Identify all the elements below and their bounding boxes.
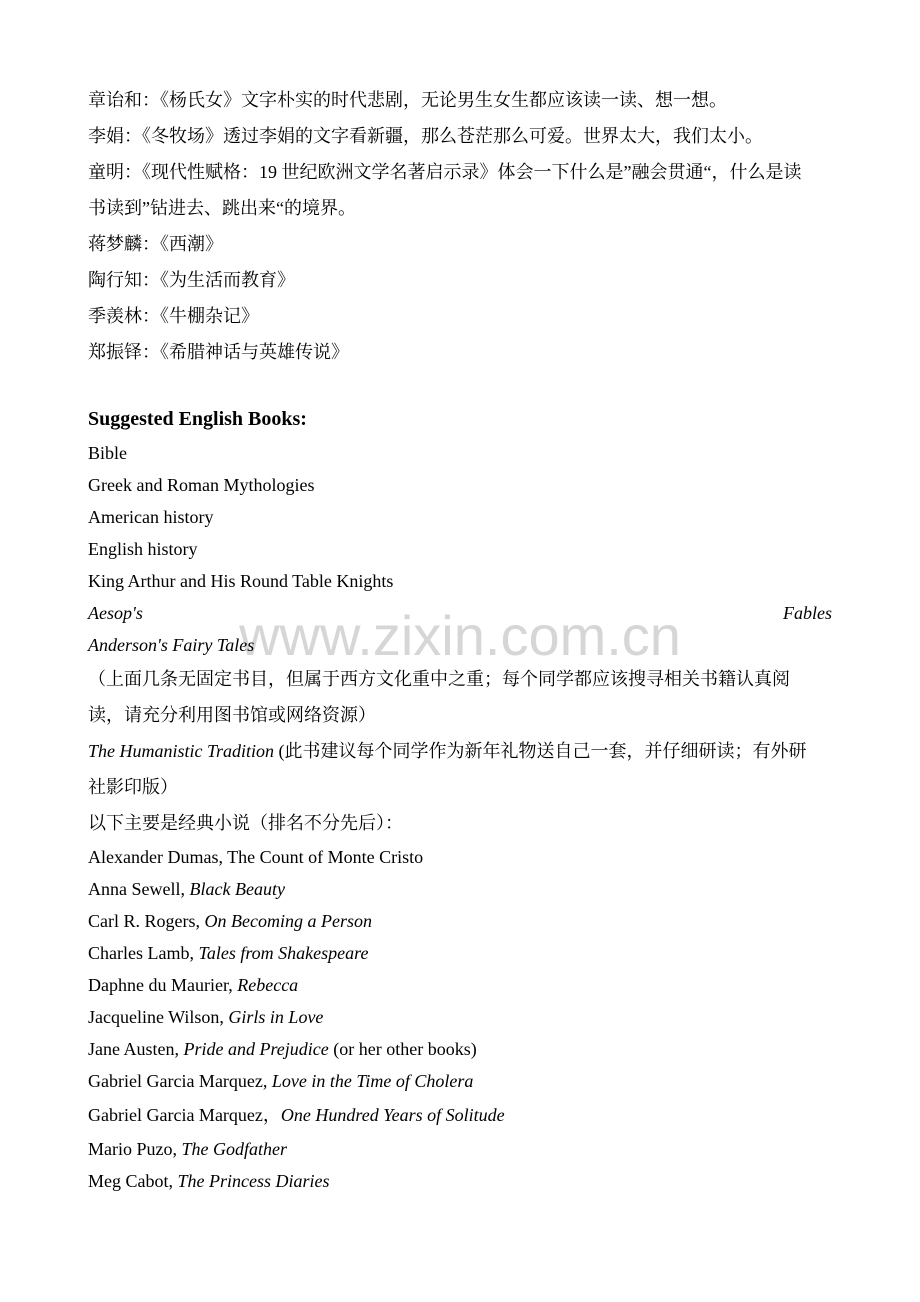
humanistic-line-2: 社影印版） xyxy=(88,777,178,797)
aesop-second-word: Fables xyxy=(783,603,832,623)
novel-note: (or her other books) xyxy=(328,1039,477,1059)
section-heading: Suggested English Books: xyxy=(88,408,307,430)
novel-title: On Becoming a Person xyxy=(204,911,372,931)
novel-separator: , xyxy=(195,911,205,931)
novel-title: The Godfather xyxy=(181,1139,287,1159)
novel-author: Alexander Dumas xyxy=(88,847,219,867)
novel-title: Black Beauty xyxy=(189,879,285,899)
book-item: English history xyxy=(88,539,198,559)
aesop-first-word: Aesop's xyxy=(88,603,143,623)
novel-author: Meg Cabot xyxy=(88,1171,169,1191)
recommendation-line: 陶行知：《为生活而教育》 xyxy=(88,270,295,290)
book-item-anderson: Anderson's Fairy Tales xyxy=(88,635,255,655)
novel-separator: , xyxy=(218,847,228,867)
novel-item xyxy=(88,873,832,905)
novel-author: Charles Lamb xyxy=(88,943,190,963)
recommendation-line: 书读到”钻进去、跳出来“的境界。 xyxy=(88,198,356,218)
novel-separator: ， xyxy=(262,1105,281,1125)
chinese-recommendations xyxy=(88,82,832,370)
humanistic-tradition-entry xyxy=(88,733,832,805)
novel-separator: , xyxy=(189,943,199,963)
novel-author: Daphne du Maurier xyxy=(88,975,229,995)
novel-author: Carl R. Rogers xyxy=(88,911,196,931)
novel-item xyxy=(88,841,832,873)
watermark: www.zixin.com.cn xyxy=(239,604,681,667)
novel-title: Rebecca xyxy=(237,975,299,995)
novel-list xyxy=(88,841,832,1197)
novel-separator: , xyxy=(180,879,190,899)
recommendation-line: 蒋梦麟：《西潮》 xyxy=(88,234,223,254)
novel-separator: , xyxy=(168,1171,178,1191)
novel-item xyxy=(88,937,832,969)
recommendation-line: 童明：《现代性赋格：19 世纪欧洲文学名著启示录》体会一下什么是”融会贯通“，什么是读 xyxy=(88,162,802,182)
novel-author: Mario Puzo xyxy=(88,1139,173,1159)
novel-author: Anna Sewell xyxy=(88,879,181,899)
recommendation-line: 郑振铎：《希腊神话与英雄传说》 xyxy=(88,342,349,362)
novel-separator: , xyxy=(219,1007,229,1027)
novel-title: The Count of Monte Cristo xyxy=(227,847,424,867)
recommendation-line: 季羡林：《牛棚杂记》 xyxy=(88,306,259,326)
novel-title: Love in the Time of Cholera xyxy=(271,1071,474,1091)
novel-item xyxy=(88,1033,832,1065)
novel-title: The Princess Diaries xyxy=(177,1171,330,1191)
novel-separator: , xyxy=(174,1039,184,1059)
novel-item xyxy=(88,969,832,1001)
book-note: (此书建议每个同学作为新年礼物送自己一套，并仔细研读；有外研 xyxy=(274,741,807,761)
general-english-books xyxy=(88,437,832,661)
note-line: 读，请充分利用图书馆或网络资源） xyxy=(88,705,376,725)
general-books-note xyxy=(88,661,832,733)
book-item: Bible xyxy=(88,443,127,463)
novel-item xyxy=(88,1097,832,1133)
novel-title: Girls in Love xyxy=(228,1007,324,1027)
book-item: Greek and Roman Mythologies xyxy=(88,475,315,495)
book-item: American history xyxy=(88,507,214,527)
recommendation-line: 李娟：《冬牧场》透过李娟的文字看新疆，那么苍茫那么可爱。世界太大，我们太小。 xyxy=(88,126,763,146)
humanistic-line-1 xyxy=(88,733,832,769)
novel-title: Tales from Shakespeare xyxy=(198,943,369,963)
book-item: King Arthur and His Round Table Knights xyxy=(88,571,394,591)
novel-author: Jacqueline Wilson xyxy=(88,1007,220,1027)
novel-item xyxy=(88,905,832,937)
novel-item xyxy=(88,1001,832,1033)
book-item-aesop xyxy=(88,597,832,629)
novel-author: Gabriel Garcia Marquez xyxy=(88,1105,263,1125)
note-line: （上面几条无固定书目，但属于西方文化重中之重；每个同学都应该搜寻相关书籍认真阅 xyxy=(88,669,790,689)
book-title: The Humanistic Tradition xyxy=(88,741,275,761)
novel-item xyxy=(88,1065,832,1097)
novels-intro: 以下主要是经典小说（排名不分先后）： xyxy=(88,813,403,833)
novel-item xyxy=(88,1133,832,1165)
novel-title: One Hundred Years of Solitude xyxy=(280,1105,505,1125)
novel-item xyxy=(88,1165,832,1197)
novel-title: Pride and Prejudice xyxy=(183,1039,329,1059)
novel-separator: , xyxy=(172,1139,182,1159)
novel-author: Jane Austen xyxy=(88,1039,175,1059)
novel-separator: , xyxy=(228,975,238,995)
novel-author: Gabriel Garcia Marquez xyxy=(88,1071,263,1091)
novel-separator: , xyxy=(262,1071,272,1091)
recommendation-line: 章诒和：《杨氏女》文字朴实的时代悲剧，无论男生女生都应该读一读、想一想。 xyxy=(88,90,727,110)
